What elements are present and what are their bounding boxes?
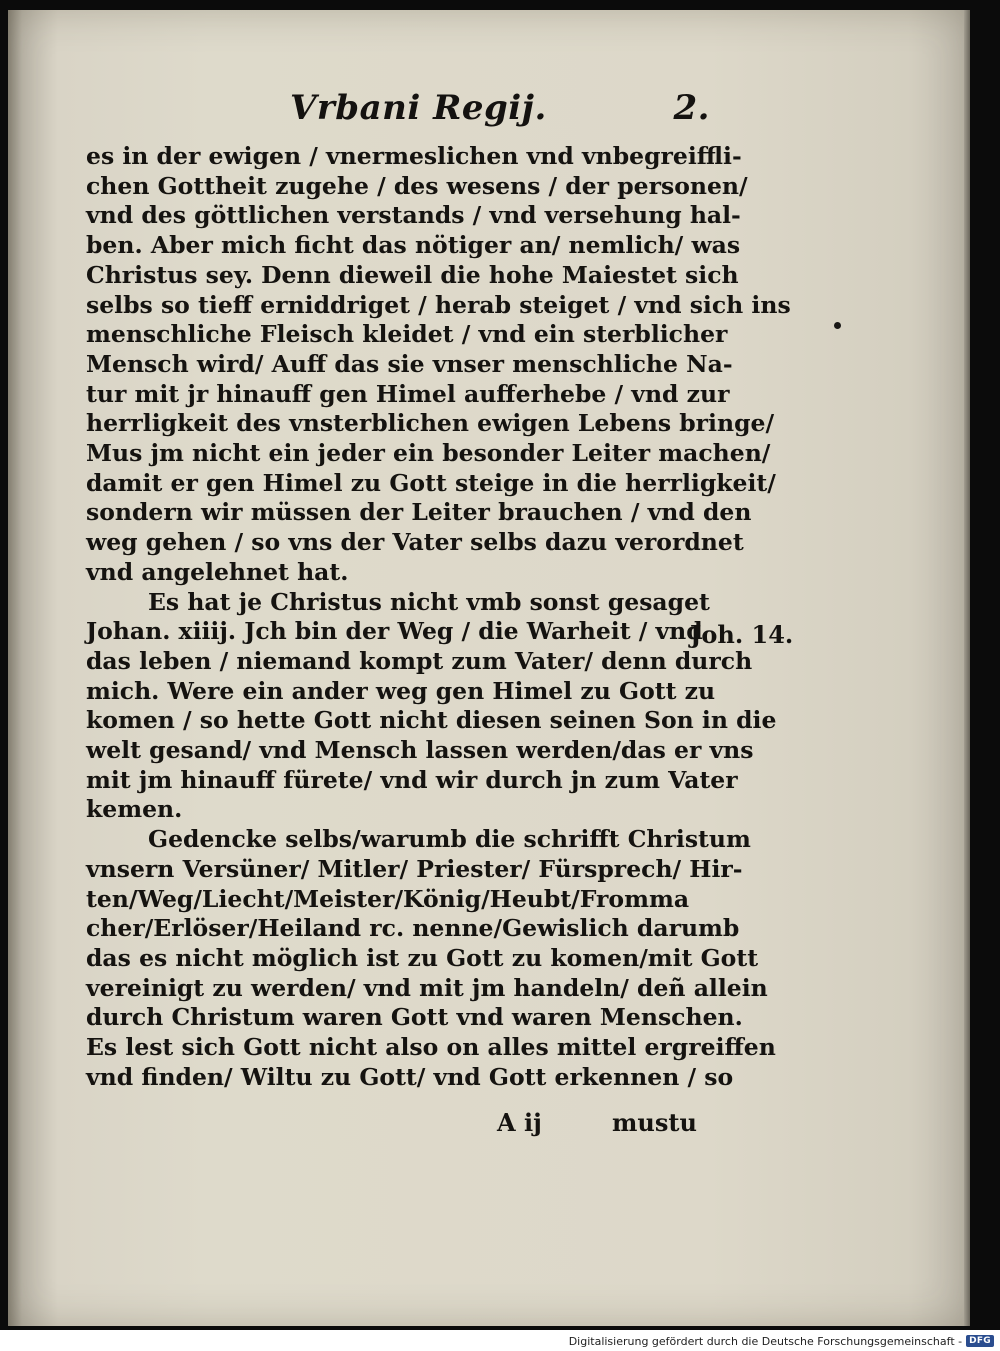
signature-mark: A ij — [497, 1108, 542, 1137]
marginal-note: Joh. 14. — [690, 620, 794, 649]
text-line: mit jm hinauff fürete/ vnd wir durch jn zum Vater — [86, 765, 738, 794]
text-line: vnd des göttlichen verstands / vnd versehung hal- — [86, 201, 741, 230]
text-line: damit er gen Himel zu Gott steige in die herrligkeit/ — [86, 468, 776, 497]
text-line: herrligkeit des vnsterblichen ewigen Lebens bringe/ — [86, 409, 775, 438]
text-line: durch Christum waren Gott vnd waren Menschen. — [86, 1003, 743, 1032]
text-line: welt gesand/ vnd Mensch lassen werden/das er vns — [86, 736, 754, 765]
text-line: mich. Were ein ander weg gen Himel zu Gott zu — [86, 676, 716, 705]
text-line: vereinigt zu werden/ vnd mit jm handeln/ deñ allein — [86, 973, 768, 1002]
text-line: vnsern Versüner/ Mitler/ Priester/ Fürsprech/ Hir- — [86, 854, 743, 883]
text-line: Mus jm nicht ein jeder ein besonder Leiter machen/ — [86, 439, 771, 468]
text-line: das leben / niemand kompt zum Vater/ denn durch — [86, 646, 753, 675]
text-line: selbs so tieff erniddriget / herab steiget / vnd sich ins — [86, 290, 791, 319]
text-line: cher/Erlöser/Heiland rc. nenne/Gewislich darumb — [86, 914, 740, 943]
text-line: vnd finden/ Wiltu zu Gott/ vnd Gott erkennen / so — [86, 1062, 734, 1091]
text-line: Es hat je Christus nicht vmb sonst gesaget — [148, 587, 710, 616]
text-line: weg gehen / so vns der Vater selbs dazu verordnet — [86, 528, 744, 557]
text-line: es in der ewigen / vnermeslichen vnd vnbegreiffli- — [86, 142, 742, 170]
text-line: Mensch wird/ Auff das sie vnser menschliche Na- — [86, 349, 733, 378]
running-title: Vrbani Regij. — [290, 88, 547, 128]
text-line: Gedencke selbs/warumb die schrifft Christum — [148, 825, 751, 854]
text-line: vnd angelehnet hat. — [86, 557, 349, 586]
text-line: ten/Weg/Liecht/Meister/König/Heubt/Fromma — [86, 884, 690, 913]
footer-credit: Digitalisierung gefördert durch die Deutsche Forschungsgemeinschaft - — [568, 1334, 963, 1348]
dfg-logo-icon: DFG — [966, 1335, 994, 1347]
text-line: Johan. xiiij. Jch bin der Weg / die Warheit / vnd — [86, 617, 703, 646]
text-line: kemen. — [86, 795, 183, 824]
text-line: tur mit jr hinauff gen Himel aufferhebe / vnd zur — [86, 379, 730, 408]
text-line: menschliche Fleisch kleidet / vnd ein sterblicher — [86, 320, 728, 349]
text-line: das es nicht möglich ist zu Gott zu komen/mit Gott — [86, 943, 759, 972]
catchword: mustu — [612, 1108, 697, 1137]
text-line: komen / so hette Gott nicht diesen seinen Son in die — [86, 706, 777, 735]
page-number: 2. — [673, 88, 710, 128]
text-line: sondern wir müssen der Leiter brauchen / vnd den — [86, 498, 752, 527]
page-edge — [964, 10, 970, 1326]
digitization-footer — [569, 1333, 994, 1349]
text-line: chen Gottheit zugehe / des wesens / der personen/ — [86, 171, 748, 200]
text-line: ben. Aber mich ficht das nötiger an/ nemlich/ was — [86, 231, 741, 260]
ink-spot — [834, 322, 841, 329]
text-line: Christus sey. Denn dieweil die hohe Maiestet sich — [86, 260, 739, 289]
text-line: Es lest sich Gott nicht also on alles mittel ergreiffen — [86, 1033, 776, 1062]
running-header — [290, 88, 710, 138]
